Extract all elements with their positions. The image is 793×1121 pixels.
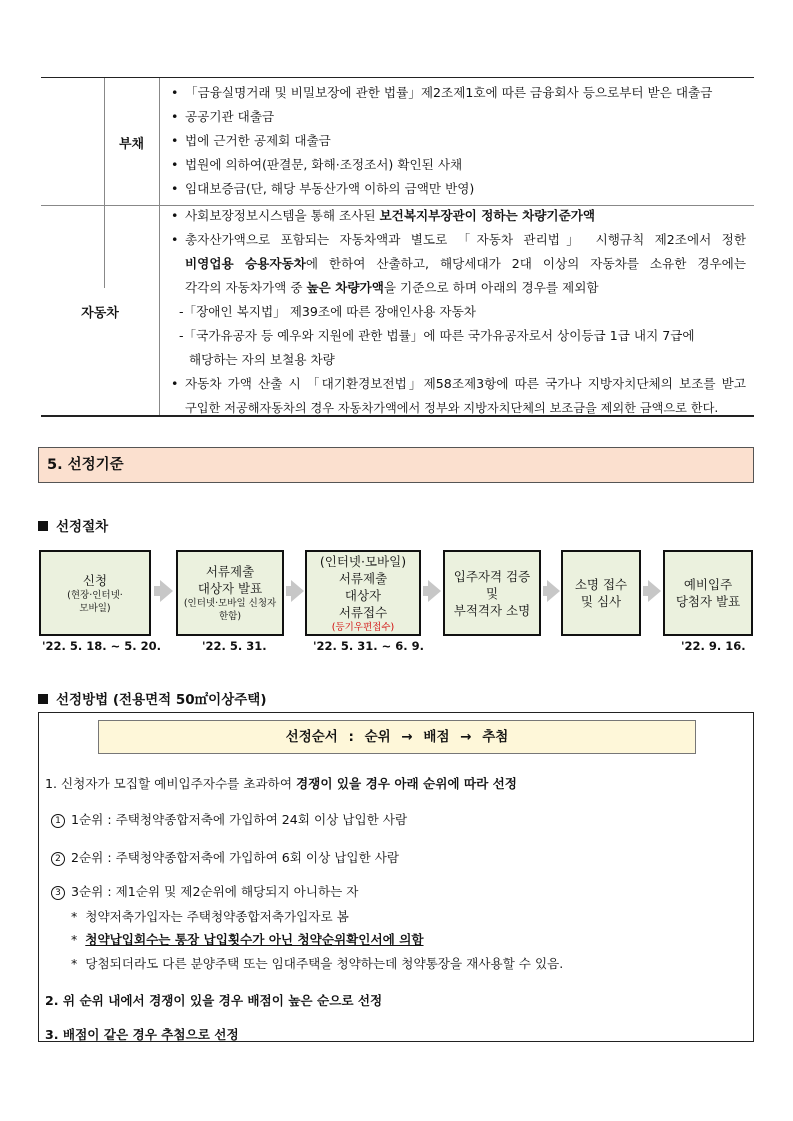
list-item: • 자동차 가액 산출 시 「대기환경보전법」제58조제3항에 따른 국가나 지방자치단체의 보조를 받고 <box>171 376 746 391</box>
square-bullet-icon <box>38 521 48 531</box>
column-divider <box>159 78 160 415</box>
selection-order: 선정순서 : 순위 → 배점 → 추첨 <box>98 720 696 754</box>
list-item: • 법에 근거한 공제회 대출금 <box>171 133 331 148</box>
list-item: • 총자산가액으로 포함되는 자동차액과 별도로 「자동차 관리법」 시행규칙 제2조에서 정한 <box>171 232 746 247</box>
circled-number-icon: 2 <box>51 852 65 866</box>
method-paragraph: 2. 위 순위 내에서 경쟁이 있을 경우 배점이 높은 순으로 선정 <box>45 993 383 1008</box>
list-item-continued: 비영업용 승용자동차에 한하여 산출하고, 해당세대가 2대 이상의 자동차를 소유한 경우에는 <box>185 256 746 271</box>
flow-date: '22. 9. 16. <box>681 639 746 653</box>
debt-content <box>163 81 746 201</box>
note-item: * 당첨되더라도 다른 분양주택 또는 임대주택을 청약하는데 청약통장을 재사용할 수 있음. <box>71 956 564 971</box>
arrow-right-icon <box>160 580 173 602</box>
flow-step-review: 소명 접수 및 심사 <box>561 550 641 636</box>
arrow-right-icon <box>428 580 441 602</box>
car-content <box>163 204 746 420</box>
flow-date: '22. 5. 31. ~ 6. 9. <box>313 639 425 653</box>
arrow-right-icon <box>648 580 661 602</box>
rank-item: 1 1순위 : 주택청약종합저축에 가입하여 24회 이상 납입한 사람 <box>51 809 407 828</box>
debt-label: 부채 <box>118 137 145 152</box>
note-item: * 청약납입회수는 통장 납입횟수가 아닌 청약순위확인서에 의함 <box>71 932 424 947</box>
column-divider <box>104 78 105 288</box>
list-item: -「장애인 복지법」 제39조에 따른 장애인사용 자동차 <box>179 304 476 319</box>
circled-number-icon: 1 <box>51 814 65 828</box>
list-item-continued: 구입한 저공해자동차의 경우 자동차가액에서 정부와 지방자치단체의 보조금을 제외한 금액으로 한다. <box>185 401 719 415</box>
procedure-heading: 선정절차 <box>38 515 108 535</box>
selection-method-box <box>38 712 754 1042</box>
list-item: • 사회보장정보시스템을 통해 조사된 보건복지부장관이 정하는 차량기준가액 <box>171 208 596 223</box>
list-item: -「국가유공자 등 예우와 지원에 관한 법률」에 따른 국가유공자로서 상이등급 1급 내지 7급에 <box>179 328 695 343</box>
list-item: • 임대보증금(단, 해당 부동산가액 이하의 금액만 반영) <box>171 181 475 196</box>
flow-step-document-receipt: (인터넷·모바일) 서류제출 대상자 서류접수 (등기우편접수) <box>305 550 421 636</box>
method-paragraph: 1. 신청자가 모집할 예비입주자수를 초과하여 경쟁이 있을 경우 아래 순위에 따라 선정 <box>45 776 517 791</box>
flow-date: '22. 5. 18. ~ 5. 20. <box>42 639 162 653</box>
list-item: • 「금융실명거래 및 비밀보장에 관한 법률」제2조제1호에 따른 금융회사 등으로부터 받은 대출금 <box>171 85 713 100</box>
square-bullet-icon <box>38 694 48 704</box>
car-label: 자동차 <box>81 306 119 321</box>
rank-item: 3 3순위 : 제1순위 및 제2순위에 해당되지 아니하는 자 <box>51 881 358 900</box>
flow-date: '22. 5. 31. <box>202 639 267 653</box>
flow-step-verification: 입주자격 검증 및 부적격자 소명 <box>443 550 541 636</box>
method-heading: 선정방법 (전용면적 50㎡이상주택) <box>38 688 267 708</box>
list-item-continued: 각각의 자동차가액 중 높은 차량가액을 기준으로 하며 아래의 경우를 제외함 <box>185 280 599 295</box>
asset-criteria-table <box>41 77 754 417</box>
circled-number-icon: 3 <box>51 886 65 900</box>
rank-item: 2 2순위 : 주택청약종합저축에 가입하여 6회 이상 납입한 사람 <box>51 847 399 866</box>
arrow-right-icon <box>291 580 304 602</box>
flow-step-apply: 신청 (현장·인터넷· 모바일) <box>39 550 151 636</box>
flow-step-document-target: 서류제출 대상자 발표 (인터넷·모바일 신청자 한함) <box>176 550 284 636</box>
flow-step-announce: 예비입주 당첨자 발표 <box>663 550 753 636</box>
note-item: * 청약저축가입자는 주택청약종합저축가입자로 봄 <box>71 909 349 924</box>
section-title: 5. 선정기준 <box>38 447 754 483</box>
list-item-continued: 해당하는 자의 보철용 차량 <box>189 352 335 367</box>
list-item: • 공공기관 대출금 <box>171 109 275 124</box>
method-paragraph: 3. 배점이 같은 경우 추첨으로 선정 <box>45 1027 239 1042</box>
list-item: • 법원에 의하여(판결문, 화해·조정조서) 확인된 사채 <box>171 157 463 172</box>
arrow-right-icon <box>547 580 560 602</box>
